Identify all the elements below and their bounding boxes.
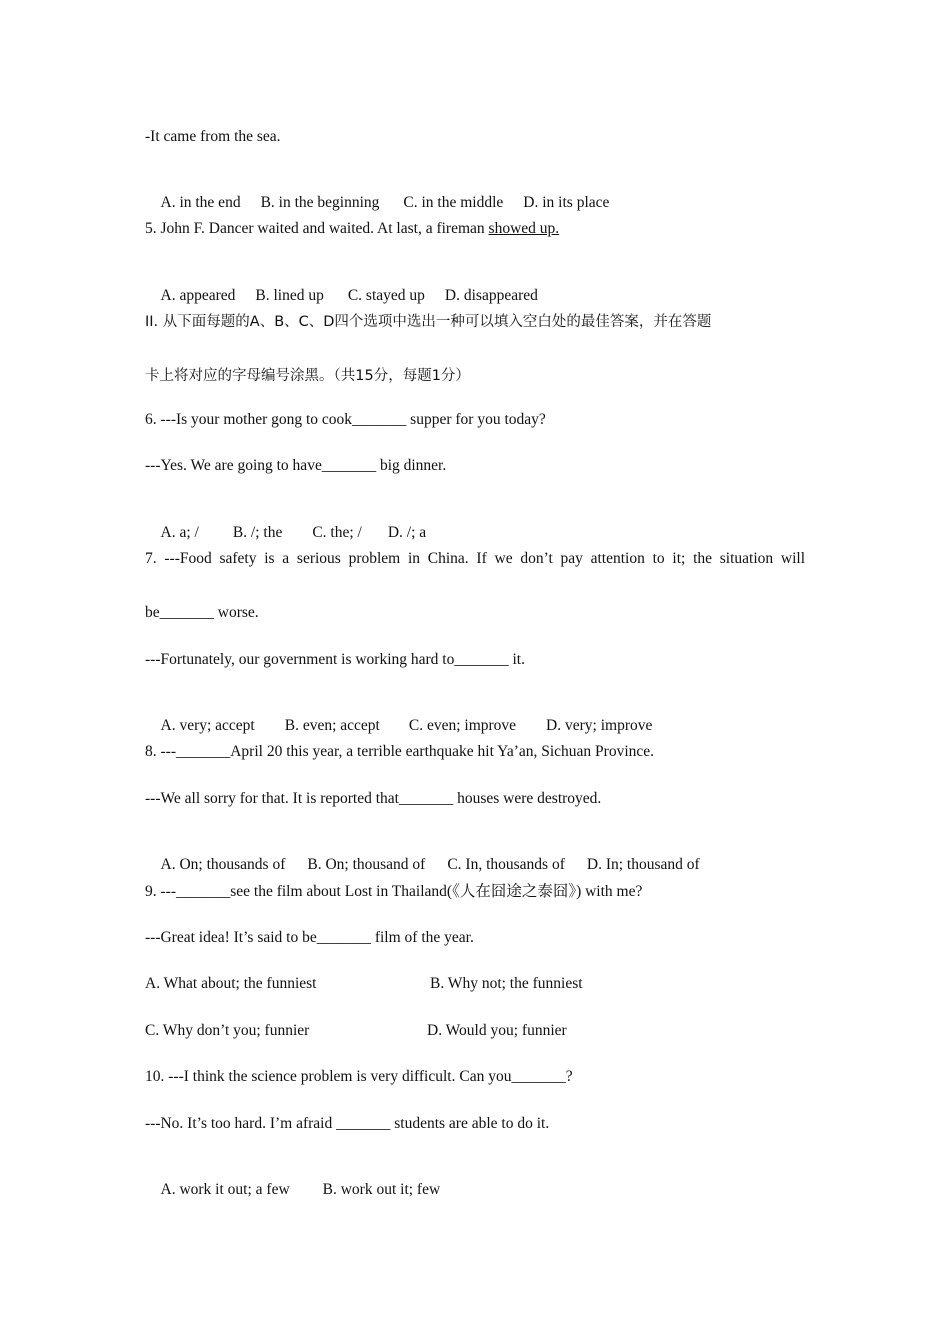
- option-b: B. in the beginning: [260, 194, 380, 211]
- question-8-line-1: 8. ---_______April 20 this year, a terrible earthquake hit Ya’an, Sichuan Province.: [145, 743, 655, 760]
- question-6-line-1: 6. ---Is your mother gong to cook_______ supper for you today?: [145, 411, 546, 428]
- question-9-option-d: D. Would you; funnier: [427, 1022, 567, 1039]
- question-9-option-c: C. Why don’t you; funnier: [145, 1022, 310, 1039]
- question-4-answer-line: -It came from the sea.: [145, 128, 281, 145]
- question-10-line-2: ---No. It’s too hard. I’m afraid _______ students are able to do it.: [145, 1115, 550, 1132]
- option-d: D. In; thousand of: [586, 856, 700, 873]
- option-b: B. On; thousand of: [307, 856, 426, 873]
- option-c: C. stayed up: [347, 287, 425, 304]
- option-c: C. in the middle: [403, 194, 504, 211]
- question-6-line-2: ---Yes. We are going to have_______ big dinner.: [145, 457, 447, 474]
- option-b: B. even; accept: [284, 717, 380, 734]
- option-c: C. the; /: [312, 524, 362, 541]
- question-10-line-1: 10. ---I think the science problem is very difficult. Can you_______?: [145, 1068, 573, 1085]
- question-7-line-1: 7. ---Food safety is a serious problem in China. If we don’t pay attention to it; the situation will: [145, 550, 805, 567]
- option-a: A. a; /: [160, 524, 199, 541]
- question-7-line-3: ---Fortunately, our government is working hard to_______ it.: [145, 651, 525, 668]
- option-a: A. work it out; a few: [160, 1181, 290, 1198]
- option-c: C. In, thousands of: [447, 856, 565, 873]
- option-a: A. On; thousands of: [160, 856, 286, 873]
- question-9-line-2: ---Great idea! It’s said to be_______ film of the year.: [145, 929, 474, 946]
- question-8-line-2: ---We all sorry for that. It is reported that_______ houses were destroyed.: [145, 790, 602, 807]
- option-a: A. in the end: [160, 194, 241, 211]
- underlined-phrase: showed up.: [488, 220, 560, 237]
- option-b: B. /; the: [232, 524, 283, 541]
- question-5-stem: [145, 219, 559, 239]
- option-d: D. disappeared: [444, 287, 538, 304]
- option-d: D. very; improve: [546, 717, 653, 734]
- option-d: D. /; a: [387, 524, 427, 541]
- section-2-instructions-line-1: II. 从下面每题的A、B、C、D四个选项中选出一种可以填入空白处的最佳答案，并在答题: [145, 314, 712, 330]
- question-9-line-1: 9. ---_______see the film about Lost in Thailand(《人在囧途之泰囧》) with me?: [145, 883, 643, 900]
- option-a: A. appeared: [160, 287, 236, 304]
- section-2-instructions-line-2: 卡上将对应的字母编号涂黑。（共15分，每题1分）: [145, 368, 470, 384]
- question-9-option-a: A. What about; the funniest: [145, 975, 317, 992]
- option-c: C. even; improve: [408, 717, 517, 734]
- question-10-options: [145, 1160, 440, 1220]
- question-7-line-2: be_______ worse.: [145, 604, 259, 621]
- option-d: D. in its place: [523, 194, 610, 211]
- option-a: A. very; accept: [160, 717, 255, 734]
- option-b: B. work out it; few: [322, 1181, 441, 1198]
- question-5-text: 5. John F. Dancer waited and waited. At last, a fireman: [145, 220, 489, 237]
- question-9-option-b: B. Why not; the funniest: [430, 975, 583, 992]
- option-b: B. lined up: [255, 287, 324, 304]
